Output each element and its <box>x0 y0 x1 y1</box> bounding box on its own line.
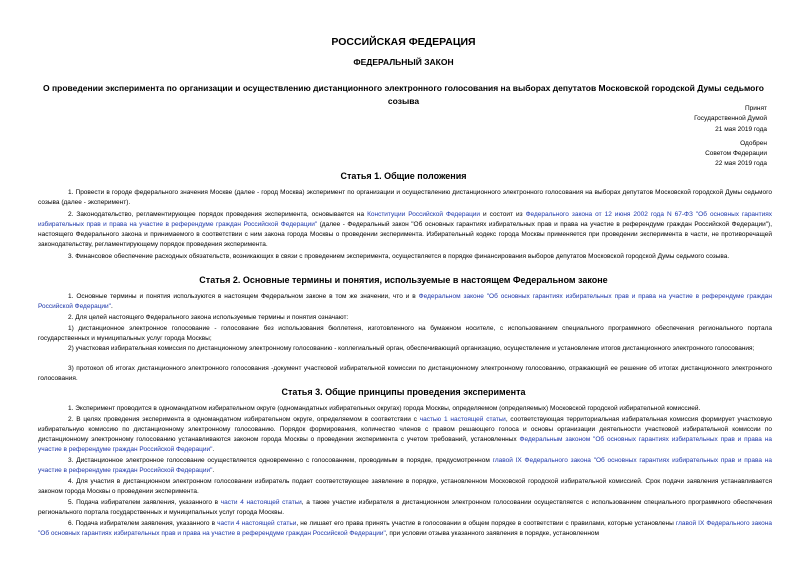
chapter-9-link-2[interactable]: главой IX Федерального закона "Об основных гарантиях избирательных прав и права на участие в референдуме граждан Российской Федерации" <box>38 520 772 537</box>
fz-67-link[interactable]: Федерального закона от 12 июня 2002 года N 67-ФЗ "Об основных гарантиях избирательных прав и права на участие в референдуме граждан Российской Федерации" <box>38 211 773 228</box>
a2-paragraph-1: 1. Основные термины и понятия используются в настоящем Федеральном законе в том же значении, что и в Федеральном законе "Об основных гарантиях избирательных прав и права на участие в референдуме граждан Российской Федерации". <box>38 293 772 310</box>
a3-paragraph-3: 3. Дистанционное электронное голосование осуществляется одновременно с голосованием, проводимым в порядке, предусмотренном главой IX Федерального закона "Об основных гарантиях избирательных прав и права на участие в референдуме граждан Российской Федерации". <box>38 457 772 474</box>
approved-label: Одобрен <box>740 139 767 147</box>
a1-paragraph-1: 1. Провести в городе федерального значения Москве (далее - город Москва) эксперимент по организации и осуществлению дистанционного электронного голосования на выборах депутатов Московской городской Думы седьмого созыва (далее - эксперимент). <box>38 189 772 206</box>
fz-law-link-2[interactable]: Федеральным законом "Об основных гарантиях избирательных прав и права на участие в референдуме граждан Российской Федерации" <box>38 436 772 453</box>
a3-paragraph-6: 6. Подача избирателем заявления, указанного в части 4 настоящей статьи, не лишает его права принять участие в голосовании в общем порядке в соответствии с правилами, которые установлены главой IX Федерального закона "Об основных гарантиях избирательных прав и права на участие в референдуме граждан Российской Федерации", при условии отзыва указанного заявления в порядке, установленном <box>38 520 772 537</box>
fz-law-link[interactable]: Федеральном законе "Об основных гарантиях избирательных прав и права на участие в референдуме граждан Российской Федерации" <box>38 293 772 310</box>
article-3-title: Статья 3. Общие принципы проведения эксперимента <box>281 387 526 397</box>
article-2-title: Статья 2. Основные термины и понятия, используемые в настоящем Федеральном законе <box>199 275 608 285</box>
adoption-block <box>694 104 767 170</box>
part-4-link-2[interactable]: части 4 настоящей статьи <box>217 520 297 527</box>
a1-paragraph-3: 3. Финансовое обеспечение расходных обязательств, возникающих в связи с проведением эксперимента, осуществляется в порядке финансирования выборов депутатов Московской городской Думы седьмого созыва. <box>68 253 730 260</box>
adopted-by-duma: Государственной Думой <box>694 115 767 123</box>
approved-by-council: Советом Федерации <box>705 150 767 158</box>
a2-item-3: 3) протокол об итогах дистанционного электронного голосования -документ участковой избирательной комиссии по дистанционному электронному голосованию, отражающий ее решение об итогах дистанционного электронного голосования. <box>38 365 772 382</box>
part-4-link[interactable]: части 4 настоящей статьи <box>220 499 302 506</box>
law-type-heading: ФЕДЕРАЛЬНЫЙ ЗАКОН <box>353 57 454 67</box>
adopted-label: Принят <box>744 105 767 112</box>
constitution-link[interactable]: Конституции Российской Федерации <box>367 211 481 218</box>
article-1-title: Статья 1. Общие положения <box>340 171 467 181</box>
chapter-9-link[interactable]: главой IX Федерального закона "Об основных гарантиях избирательных прав и права на участие в референдуме граждан Российской Федерации" <box>38 457 772 474</box>
law-title: О проведении эксперимента по организации и осуществлению дистанционного электронного голосования на выборах депутатов Московской городской Думы седьмого созыва <box>43 83 764 106</box>
a3-paragraph-5: 5. Подача избирателем заявления, указанного в части 4 настоящей статьи, а также участие избирателя в дистанционном электронном голосовании осуществляется с использованием специального программного обеспечения регионального портала государственных и муниципальных услуг города Москвы. <box>38 499 772 516</box>
a3-paragraph-1: 1. Эксперимент проводится в одномандатном избирательном округе (одномандатных избирательных округах) города Москвы, определяемом (определяемых) Московской городской избирательной комиссией. <box>68 405 701 412</box>
federation-heading: РОССИЙСКАЯ ФЕДЕРАЦИЯ <box>331 36 476 48</box>
a1-paragraph-2: 2. Законодательство, регламентирующее порядок проведения эксперимента, основывается на Конституции Российской Федерации и состоит из Федерального закона от 12 июня 2002 года N 67-ФЗ "Об основных гарантиях избирательных прав и права на участие в референдуме граждан Российской Федерации" (далее - Федеральный закон "Об основных гарантиях избирательных прав и права на участие в референдуме граждан Российской Федерации"), настоящего Федерального закона и принимаемого в соответствии с ним закона города Москвы о проведении эксперимента. Избирательный кодекс города Москвы применяется при проведении эксперимента в части, не противоречащей законодательству, регламентирующему порядок проведения эксперимента. <box>38 211 773 248</box>
a3-paragraph-4: 4. Для участия в дистанционном электронном голосовании избиратель подает соответствующее заявление в порядке, установленном Московской городской избирательной комиссией. Срок подачи заявления устанавливается законом города Москвы о проведении эксперимента. <box>38 478 772 495</box>
a2-item-1: 1) дистанционное электронное голосование - голосование без использования бюллетеня, изготовленного на бумажном носителе, с использованием специального программного обеспечения регионального портала государственных и муниципальных услуг города Москвы; <box>38 325 772 342</box>
duma-date: 21 мая 2019 года <box>715 125 767 133</box>
a2-paragraph-2: 2. Для целей настоящего Федерального закона используемые термины и понятия означают: <box>68 314 349 321</box>
a2-item-2: 2) участковая избирательная комиссия по дистанционному электронному голосованию - коллегиальный орган, обеспечивающий организацию, осуществление и установление итогов дистанционного электронного голосования; <box>68 345 755 352</box>
a3-paragraph-2: 2. В целях проведения эксперимента в одномандатном избирательном округе, определяемом в соответствии с частью 1 настоящей статьи, соответствующая территориальная избирательная комиссия формирует участковую избирательную комиссию по дистанционному электронному голосованию. Порядок формирования, количество членов с правом решающего голоса и основы организации деятельности участковой избирательной комиссии по дистанционному электронному голосованию устанавливаются законом города Москвы о проведении эксперимента с учетом требований, установленных Федеральным законом "Об основных гарантиях избирательных прав и права на участие в референдуме граждан Российской Федерации". <box>38 416 772 453</box>
council-date: 22 мая 2019 года <box>715 160 767 168</box>
part-1-link[interactable]: частью 1 настоящей статьи <box>419 416 506 423</box>
